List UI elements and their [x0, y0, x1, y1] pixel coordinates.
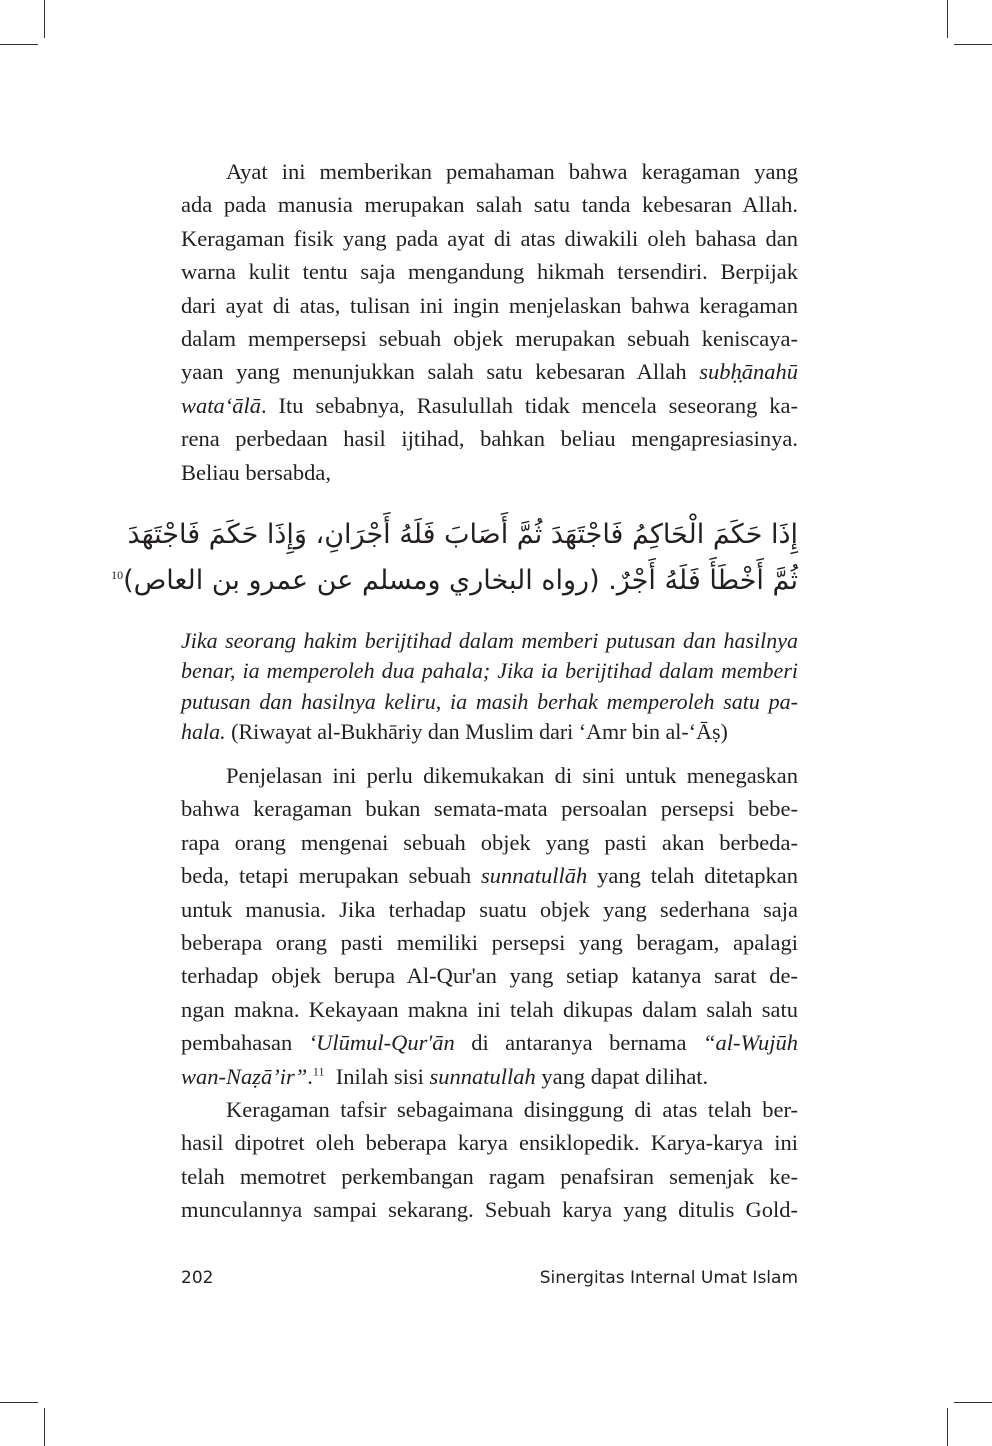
translation-text: hala.: [181, 718, 226, 744]
italic-term: ‘Ulūmul-Qur'ān: [308, 1030, 455, 1056]
text-run: yaan yang menunjukkan salah satu kebesaran Allah: [181, 359, 687, 385]
italic-term: “al-Wujūh: [703, 1030, 799, 1056]
translation-line: [181, 687, 798, 717]
text-line: hasil dipotret oleh beberapa karya ensiklopedik. Karya-karya ini: [181, 1130, 798, 1156]
text-line: Keragaman fisik yang pada ayat di atas diwakili oleh bahasa dan: [181, 225, 798, 251]
footnote-ref: 10: [111, 568, 124, 582]
text-line: Penjelasan ini perlu dikemukakan di sini untuk menegaskan: [226, 763, 798, 788]
text-line: ngan makna. Kekayaan makna ini telah dikupas dalam salah satu: [181, 996, 798, 1022]
paragraph-1: [181, 155, 798, 489]
italic-term: subḥ̣ānahū: [699, 359, 798, 385]
translation-line: [181, 656, 798, 686]
italic-term: sunnatullah: [429, 1063, 536, 1089]
page-number: 202: [181, 1268, 214, 1288]
text-line: warna kulit tentu saja mengandung hikmah tersendiri. Berpijak: [181, 259, 798, 285]
text-line: Beliau bersabda,: [181, 459, 331, 485]
text-run: yang telah ditetapkan: [597, 863, 799, 889]
hadith-line-1: إِذَا حَكَمَ الْحَاكِمُ فَاجْتَهَدَ ثُمَّ أَصَابَ فَلَهُ أَجْرَانِ، وَإِذَا حَكَمَ فَاجْتَهَدَ: [127, 519, 798, 550]
text-run: yang dapat dilihat.: [541, 1063, 709, 1089]
text-line: beberapa orang pasti memiliki persepsi yang beragam, apalagi: [181, 930, 798, 956]
text-line: [181, 389, 798, 422]
text-line: rena perbedaan hasil ijtihad, bahkan beliau mengapresiasinya.: [181, 426, 798, 452]
crop-mark-top-left-v: [44, 0, 45, 38]
hadith-translation: [181, 626, 798, 747]
text-line: ada pada manusia merupakan salah satu tanda kebesaran Allah.: [181, 192, 798, 218]
crop-mark-bottom-right-v: [947, 1408, 948, 1446]
crop-mark-top-right-h: [954, 44, 992, 45]
text-run: beda, tetapi merupakan sebuah: [181, 863, 472, 889]
running-title: Sinergitas Internal Umat Islam: [539, 1268, 798, 1288]
text-line: terhadap objek berupa Al-Qur'an yang setiap katanya sarat de-: [181, 963, 798, 989]
hadith-source: (رواه البخاري ومسلم عن عمرو بن العاص): [123, 565, 600, 596]
text-line: [181, 859, 798, 892]
crop-mark-top-left-h: [0, 44, 38, 45]
text-line: [181, 355, 798, 388]
text-run: Inilah sisi: [335, 1063, 424, 1089]
hadith-line-2-text: ثُمَّ أَخْطَأَ فَلَهُ أَجْرٌ.: [608, 565, 798, 596]
text-run: . Itu sebabnya, Rasulullah tidak mencela seseorang ka-: [261, 392, 798, 418]
text-line: Keragaman tafsir sebagaimana disinggung di atas telah ber-: [226, 1097, 798, 1122]
footnote-ref: 11: [312, 1064, 325, 1079]
text-line: untuk manusia. Jika terhadap suatu objek yang sederhana saja: [181, 896, 798, 922]
text-run: di antaranya bernama: [471, 1030, 687, 1056]
crop-mark-bottom-left-v: [44, 1408, 45, 1446]
hadith-arabic: [111, 512, 798, 604]
paragraph-2: [181, 759, 798, 1093]
text-line: [181, 1060, 798, 1093]
translation-text: benar, ia memperoleh dua pahala; Jika ia berijtihad dalam memberi: [181, 658, 798, 684]
crop-mark-top-right-v: [947, 0, 948, 38]
text-line: dalam mempersepsi sebuah objek merupakan sebuah keniscaya-: [181, 326, 798, 352]
text-line: rapa orang mengenai sebuah objek yang pasti akan berbeda-: [181, 829, 798, 855]
translation-line: [181, 626, 798, 656]
translation-citation: (Riwayat al-Bukhāriy dan Muslim dari ‘Amr bin al-‘Āṣ): [231, 718, 728, 744]
translation-text: Jika seorang hakim berijtihad dalam memberi putusan dan hasilnya: [181, 628, 798, 653]
text-line: munculannya sampai sekarang. Sebuah karya yang ditulis Gold-: [181, 1197, 798, 1223]
crop-mark-bottom-right-h: [954, 1402, 992, 1403]
text-line: dari ayat di atas, tulisan ini ingin menjelaskan bahwa keragaman: [181, 292, 798, 318]
italic-term: wata‘ālā: [181, 392, 262, 418]
text-line: [181, 1026, 798, 1059]
text-run: pembahasan: [181, 1030, 293, 1056]
text-run: .: [307, 1063, 313, 1089]
text-line: telah memotret perkembangan ragam penafsiran semenjak ke-: [181, 1163, 798, 1189]
paragraph-3: [181, 1093, 798, 1227]
text-line: bahwa keragaman bukan semata-mata persoalan persepsi bebe-: [181, 796, 798, 822]
italic-term: wan-Naẓā’ir”: [181, 1063, 308, 1089]
hadith-line-2: [111, 558, 798, 604]
text-line: Ayat ini memberikan pemahaman bahwa keragaman yang: [226, 159, 798, 184]
translation-text: putusan dan hasilnya keliru, ia masih berhak memperoleh satu pa-: [181, 688, 798, 714]
translation-line: [181, 717, 798, 747]
italic-term: sunnatullāh: [480, 863, 588, 889]
crop-mark-bottom-left-h: [0, 1402, 38, 1403]
